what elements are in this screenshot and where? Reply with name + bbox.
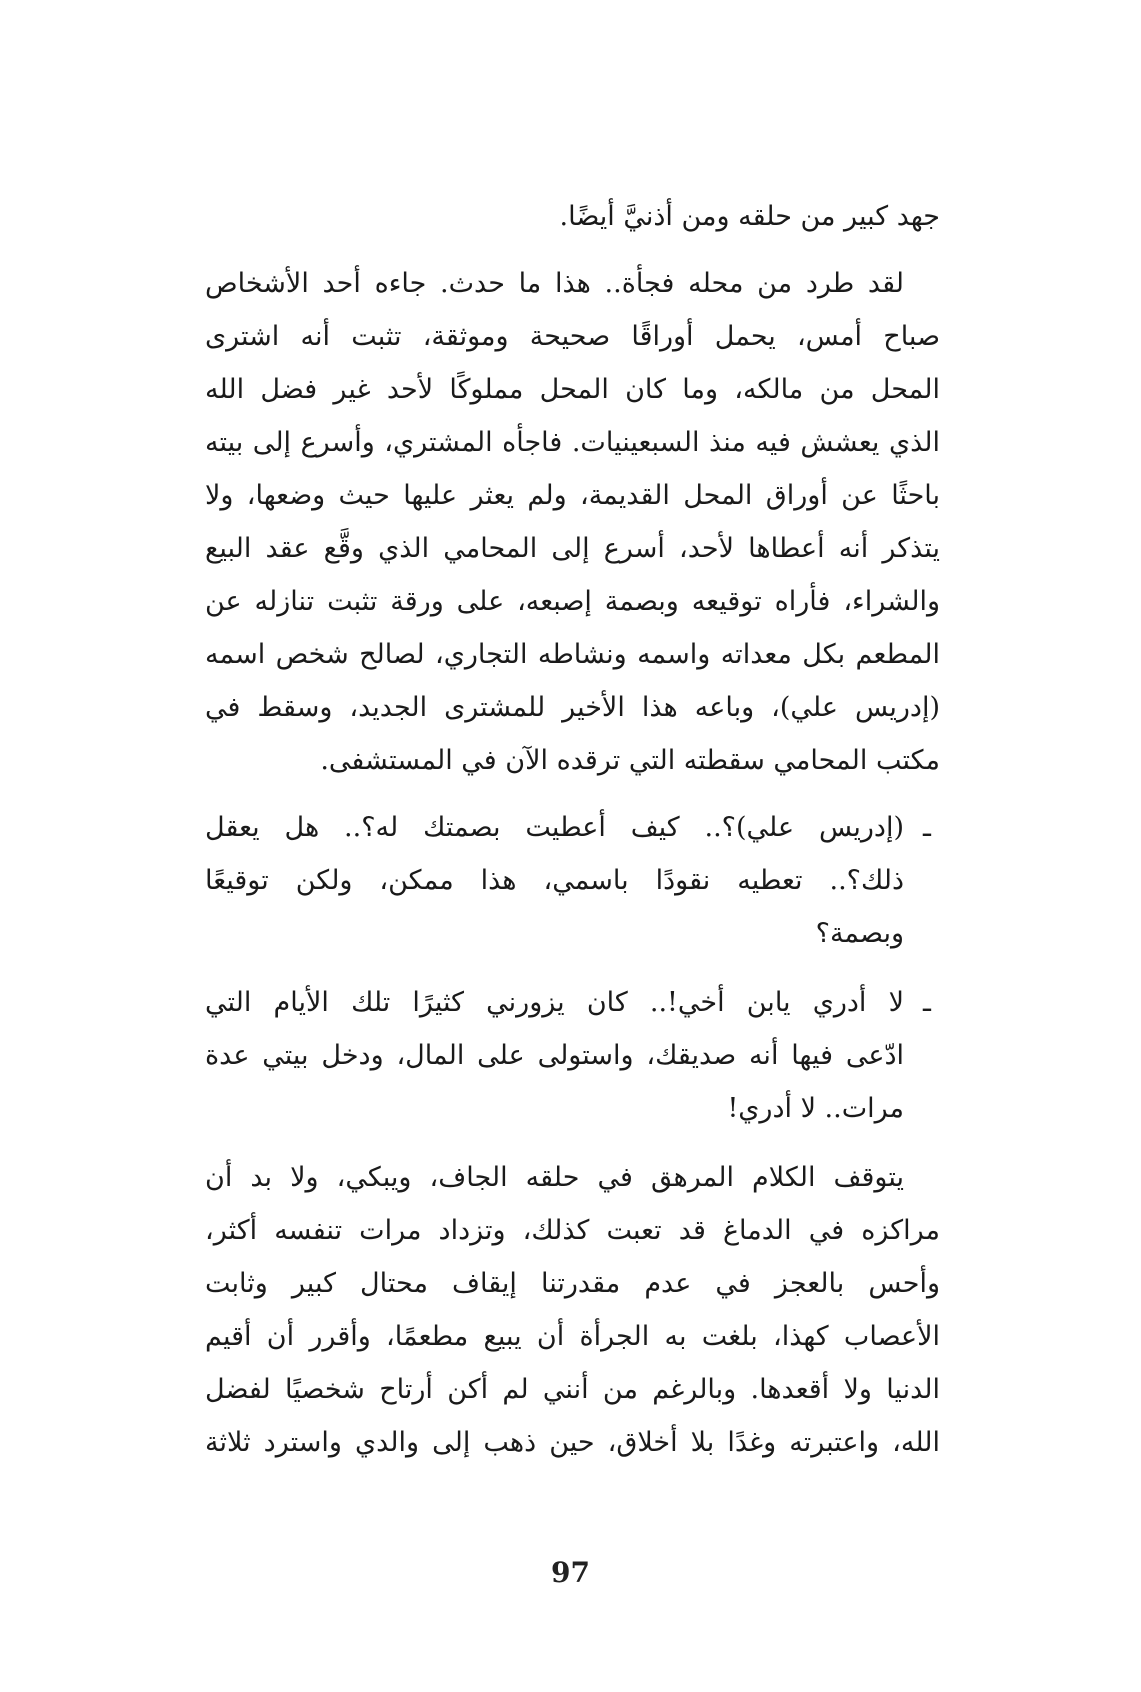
text-line: وأحس بالعجز في عدم مقدرتنا إيقاف محتال كبير وثابت [205,1268,940,1299]
text-line: يتذكر أنه أعطاها لأحد، أسرع إلى المحامي الذي وقَّع عقد البيع [205,533,940,564]
text-line: الذي يعشش فيه منذ السبعينيات. فاجأه المشتري، وأسرع إلى بيته [205,427,940,458]
text-line: باحثًا عن أوراق المحل القديمة، ولم يعثر عليها حيث وضعها، ولا [205,480,940,511]
paragraph-expulsion [205,257,940,787]
dialogue-line-uncle [205,976,940,1135]
text-line: الله، واعتبرته وغدًا بلا أخلاق، حين ذهب إلى والدي واسترد ثلاثة [205,1427,940,1458]
text-line: المطعم بكل معداته واسمه ونشاطه التجاري، لصالح شخص اسمه [205,639,940,670]
text-line: (إدريس علي)، وباعه هذا الأخير للمشترى الجديد، وسقط في [205,692,940,723]
text-line: الدنيا ولا أقعدها. وبالرغم من أنني لم أكن أرتاح شخصيًا لفضل [205,1374,940,1405]
dialogue-dash: ـ [923,812,931,843]
paragraph-continuation [205,190,940,243]
text-line: لا أدري يابن أخي!.. كان يزورني كثيرًا تلك الأيام التي [205,987,904,1018]
text-line: مكتب المحامي سقطته التي ترقده الآن في المستشفى. [320,745,940,776]
text-line: والشراء، فأراه توقيعه وبصمة إصبعه، على ورقة تثبت تنازله عن [205,586,940,617]
dialogue-dash: ـ [923,987,931,1018]
text-line: وبصمة؟ [815,918,904,949]
text-line: ذلك؟.. تعطيه نقودًا باسمي، هذا ممكن، ولكن توقيعًا [205,865,904,896]
text-line: المحل من مالكه، وما كان المحل مملوكًا لأحد غير فضل الله [205,374,940,405]
text-line: صباح أمس، يحمل أوراقًا صحيحة وموثقة، تثبت أنه اشترى [205,321,940,352]
text-line: (إدريس علي)؟.. كيف أعطيت بصمتك له؟.. هل يعقل [205,812,904,843]
text-line: مرات.. لا أدري! [727,1093,904,1124]
text-line: مراكزه في الدماغ قد تعبت كذلك، وتزداد مرات تنفسه أكثر، [205,1215,940,1246]
text-line: جهد كبير من حلقه ومن أذنيَّ أيضًا. [559,201,940,232]
paragraph-narration [205,1151,940,1469]
text-block [205,190,940,1590]
page-number: 97 [551,1556,590,1589]
text-line: ادّعى فيها أنه صديقك، واستولى على المال، ودخل بيتي عدة [205,1040,904,1071]
text-line: الأعصاب كهذا، بلغت به الجرأة أن يبيع مطعمًا، وأقرر أن أقيم [205,1321,940,1352]
dialogue-line-nephew [205,801,940,960]
text-line: يتوقف الكلام المرهق في حلقه الجاف، ويبكي، ولا بد أن [205,1162,904,1193]
text-line: لقد طرد من محله فجأة.. هذا ما حدث. جاءه أحد الأشخاص [205,268,904,299]
